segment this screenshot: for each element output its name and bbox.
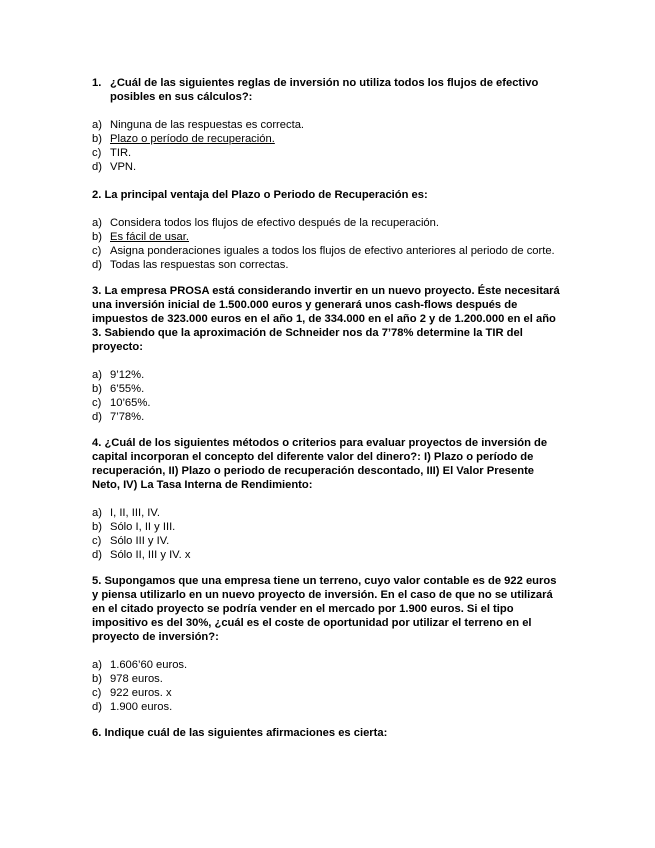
option-text: Asigna ponderaciones iguales a todos los flujos de efectivo anteriores al periodo de corte. xyxy=(110,245,555,257)
answer-option xyxy=(92,216,562,230)
option-text: TIR. xyxy=(110,147,132,159)
answer-option xyxy=(92,686,562,700)
option-letter: a) xyxy=(92,507,102,519)
option-text: Sólo III y IV. xyxy=(110,535,170,547)
option-letter: c) xyxy=(92,147,102,159)
spacer xyxy=(92,714,562,726)
option-letter: c) xyxy=(92,245,102,257)
question-text: ¿Cuál de las siguientes reglas de inversión no utiliza todos los flujos de efectivo posibles en sus cálculos?: xyxy=(110,77,539,103)
option-text: 1.900 euros. xyxy=(110,701,173,713)
option-text: 7’78%. xyxy=(110,411,145,423)
answer-list xyxy=(92,118,562,174)
option-letter: a) xyxy=(92,659,102,671)
answer-option xyxy=(92,658,562,672)
question-5: 5. Supongamos que una empresa tiene un terreno, cuyo valor contable es de 922 euros y piensa utilizarlo en un nuevo proyecto de inversión. En el caso de que no se utilizará en el citado proyecto se podría vender en el mercado por 1.900 euros. Si el tipo impositivo es del 30%, ¿cuál es el coste de oportunidad por utilizar el terreno en el proyecto de inversión?: xyxy=(92,575,557,643)
answer-option xyxy=(92,700,562,714)
answer-option xyxy=(92,160,562,174)
question-3: 3. La empresa PROSA está considerando invertir en un nuevo proyecto. Éste necesitará una inversión inicial de 1.500.000 euros y generará unos cash-flows después de impuestos de 323.000 euros en el año 1, de 334.000 en el año 2 y de 1.200.000 en el año 3. Sabiendo que la aproximación de Schneider nos da 7’78% determine la TIR del proyecto: xyxy=(92,285,560,353)
answer-option xyxy=(92,258,562,272)
option-letter: c) xyxy=(92,687,102,699)
answer-option xyxy=(92,396,562,410)
option-text: VPN. xyxy=(110,161,137,173)
answer-list xyxy=(92,506,562,562)
answer-option xyxy=(92,368,562,382)
option-text: 922 euros. x xyxy=(110,687,172,699)
question-1 xyxy=(92,76,562,104)
exam-page xyxy=(92,76,562,740)
option-text-underlined: Es fácil de usar. xyxy=(110,231,189,243)
option-text: I, II, III, IV. xyxy=(110,507,160,519)
answer-option xyxy=(92,506,562,520)
option-letter: b) xyxy=(92,673,102,685)
option-letter: a) xyxy=(92,217,102,229)
option-text: Sólo I, II y III. xyxy=(110,521,176,533)
option-text: 10’65%. xyxy=(110,397,151,409)
option-text: 9’12%. xyxy=(110,369,145,381)
option-letter: d) xyxy=(92,411,102,423)
option-text: Ninguna de las respuestas es correcta. xyxy=(110,119,305,131)
answer-option xyxy=(92,548,562,562)
option-text: Todas las respuestas son correctas. xyxy=(110,259,289,271)
answer-option xyxy=(92,244,562,258)
option-letter: b) xyxy=(92,383,102,395)
answer-option xyxy=(92,146,562,160)
answer-list xyxy=(92,368,562,424)
answer-list xyxy=(92,658,562,714)
option-letter: d) xyxy=(92,259,102,271)
question-number: 1. xyxy=(92,77,102,89)
option-letter: d) xyxy=(92,701,102,713)
answer-option xyxy=(92,382,562,396)
option-text: 978 euros. xyxy=(110,673,163,685)
option-letter: c) xyxy=(92,397,102,409)
question-4: 4. ¿Cuál de los siguientes métodos o criterios para evaluar proyectos de inversión de capital incorporan el concepto del diferente valor del dinero?: I) Plazo o período de recuperación, II) Plazo o periodo de recuperación descontado, III) El Valor Presente Neto, IV) La Tasa Interna de Rendimiento: xyxy=(92,437,548,491)
answer-option xyxy=(92,132,562,146)
spacer xyxy=(92,562,562,574)
option-text-underlined: Plazo o período de recuperación. xyxy=(110,133,275,145)
option-text: 6’55%. xyxy=(110,383,145,395)
option-letter: c) xyxy=(92,535,102,547)
answer-option xyxy=(92,118,562,132)
option-letter: d) xyxy=(92,161,102,173)
option-letter: b) xyxy=(92,521,102,533)
option-letter: b) xyxy=(92,231,102,243)
spacer xyxy=(92,272,562,284)
answer-option xyxy=(92,230,562,244)
spacer xyxy=(92,424,562,436)
answer-option xyxy=(92,520,562,534)
option-letter: b) xyxy=(92,133,102,145)
option-text: Considera todos los flujos de efectivo después de la recuperación. xyxy=(110,217,439,229)
answer-option xyxy=(92,534,562,548)
spacer xyxy=(92,174,562,188)
option-letter: d) xyxy=(92,549,102,561)
answer-list xyxy=(92,216,562,272)
option-letter: a) xyxy=(92,369,102,381)
option-text: 1.606’60 euros. xyxy=(110,659,188,671)
option-letter: a) xyxy=(92,119,102,131)
question-2: 2. La principal ventaja del Plazo o Periodo de Recuperación es: xyxy=(92,189,428,201)
answer-option xyxy=(92,672,562,686)
question-6: 6. Indique cuál de las siguientes afirmaciones es cierta: xyxy=(92,727,388,739)
option-text: Sólo II, III y IV. x xyxy=(110,549,191,561)
answer-option xyxy=(92,410,562,424)
